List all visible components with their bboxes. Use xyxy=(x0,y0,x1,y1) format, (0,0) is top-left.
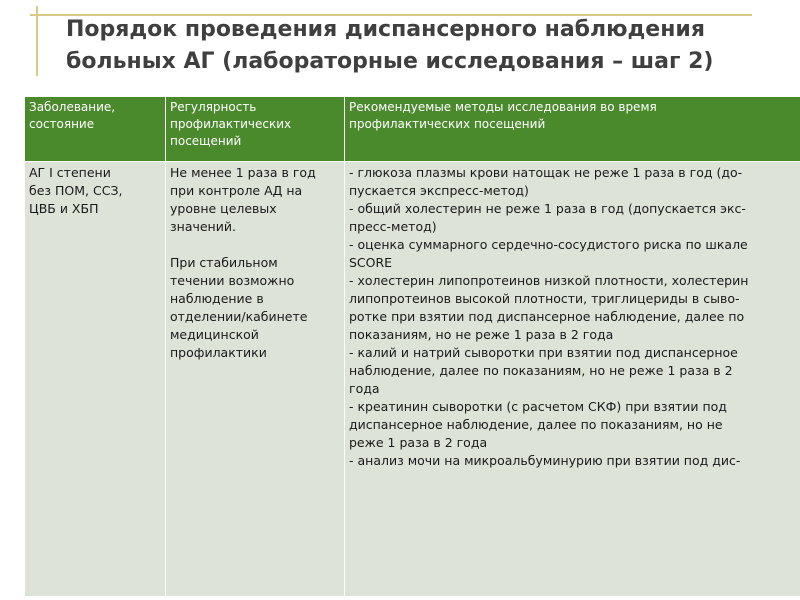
table-row xyxy=(25,162,800,597)
methods-list xyxy=(349,164,797,470)
title-area xyxy=(0,0,800,90)
header-condition: Заболевание, состояние xyxy=(25,97,166,162)
cell-condition: АГ I степени без ПОМ, ССЗ, ЦВБ и ХБП xyxy=(25,162,166,597)
title-accent-line-vertical xyxy=(36,6,38,76)
method-item-creatinine: - креатинин сыворотки (с расчетом СКФ) при взятии под диспансерное наблюдение, далее по показаниям, но не реже 1 раза в 2 года xyxy=(349,399,727,450)
slide-title-line-2: больных АГ (лабораторные исследования – шаг 2) xyxy=(66,49,714,74)
regularity-paragraph-2: При стабильном течении возможно наблюдение в отделении/кабинете медицинской профилактики xyxy=(170,255,308,360)
cell-regularity xyxy=(166,162,345,597)
regularity-paragraph-1: Не менее 1 раза в год при контроле АД на уровне целевых значений. xyxy=(170,165,316,234)
method-item-microalbuminuria: - анализ мочи на микроальбуминурию при взятии под дис- xyxy=(349,453,741,468)
table-header-row xyxy=(25,97,800,162)
slide-title xyxy=(66,14,786,78)
method-item-score: - оценка суммарного сердечно-сосудистого риска по шкале SCORE xyxy=(349,237,748,270)
header-regularity: Регулярность профилактических посещений xyxy=(166,97,345,162)
observation-table xyxy=(24,96,800,597)
method-item-potassium-sodium: - калий и натрий сыворотки при взятии под диспансерное наблюдение, далее по показаниям, но не реже 1 раза в 2 года xyxy=(349,345,738,396)
method-item-cholesterol: - общий холестерин не реже 1 раза в год (допускается экс- пресс-метод) xyxy=(349,201,746,234)
method-item-glucose: - глюкоза плазмы крови натощак не реже 1 раза в год (до- пускается экспресс-метод) xyxy=(349,165,743,198)
method-item-lipoproteins: - холестерин липопротеинов низкой плотности, холестерин липопротеинов высокой плотности, триглицериды в сыво- ротке при взятии под диспансерное наблюдение, далее по показаниям, но не реже 1 раза в 2 года xyxy=(349,273,749,342)
cell-methods xyxy=(345,162,800,597)
slide-title-line-1: Порядок проведения диспансерного наблюдения xyxy=(66,17,705,42)
header-methods: Рекомендуемые методы исследования во время профилактических посещений xyxy=(345,97,800,162)
